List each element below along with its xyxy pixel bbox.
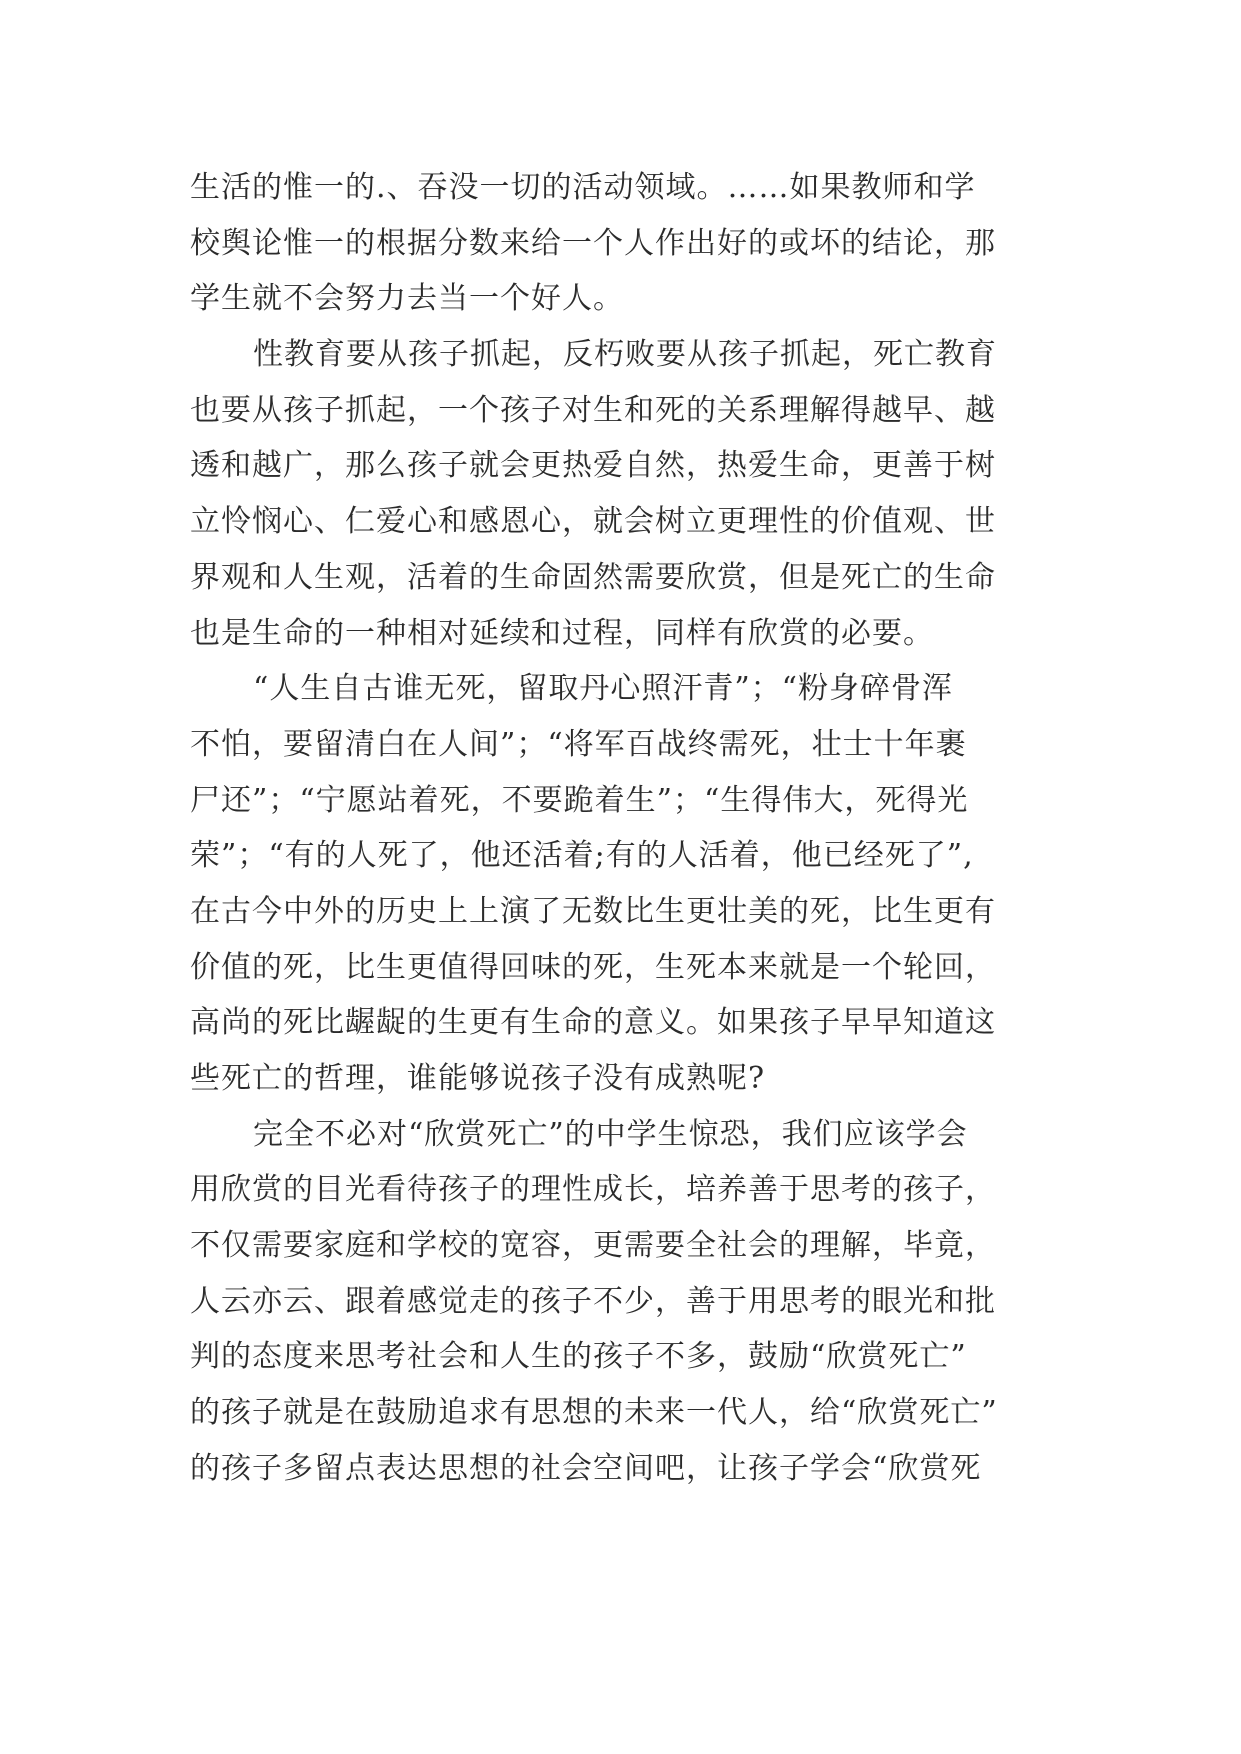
text-line: 校舆论惟一的根据分数来给一个人作出好的或坏的结论，那: [190, 225, 996, 261]
paragraph-first-line: 性教育要从孩子抓起，反朽败要从孩子抓起，死亡教育: [253, 337, 997, 373]
text-line: 高尚的死比龌龊的生更有生命的意义。如果孩子早早知道这: [190, 1005, 996, 1041]
text-line: 在古今中外的历史上上演了无数比生更壮美的死，比生更有: [190, 893, 996, 929]
text-line: 尸还”；“宁愿站着死，不要跪着生”；“生得伟大，死得光: [190, 782, 969, 818]
text-line: 用欣赏的目光看待孩子的理性成长，培养善于思考的孩子，: [190, 1172, 996, 1208]
paragraph-first-line: “人生自古谁无死，留取丹心照汗青”；“粉身碎骨浑: [253, 671, 954, 707]
text-line: 价值的死，比生更值得回味的死，生死本来就是一个轮回，: [190, 949, 996, 985]
text-line: 人云亦云、跟着感觉走的孩子不少，善于用思考的眼光和批: [190, 1283, 996, 1319]
text-line: 不仅需要家庭和学校的宽容，更需要全社会的理解，毕竟，: [190, 1228, 996, 1264]
text-line: 也是生命的一种相对延续和过程，同样有欣赏的必要。: [190, 615, 934, 651]
text-line: 学生就不会努力去当一个好人。: [190, 281, 624, 317]
text-line: 立怜悯心、仁爱心和感恩心，就会树立更理性的价值观、世: [190, 504, 996, 540]
text-line: 生活的惟一的.、吞没一切的活动领域。……如果教师和学: [190, 170, 976, 205]
paragraph-first-line: 完全不必对“欣赏死亡”的中学生惊恐，我们应该学会: [253, 1116, 968, 1152]
text-line: 的孩子就是在鼓励追求有思想的未来一代人，给“欣赏死亡”: [190, 1395, 998, 1431]
body-text: [190, 160, 1052, 1497]
text-line: 的孩子多留点表达思想的社会空间吧，让孩子学会“欣赏死: [190, 1450, 982, 1486]
text-line: 些死亡的哲理，谁能够说孩子没有成熟呢?: [190, 1061, 766, 1096]
text-line: 透和越广，那么孩子就会更热爱自然，热爱生命，更善于树: [190, 448, 996, 484]
text-line: 判的态度来思考社会和人生的孩子不多，鼓励“欣赏死亡”: [190, 1339, 967, 1375]
text-line: 也要从孩子抓起，一个孩子对生和死的关系理解得越早、越: [190, 392, 996, 428]
text-line: 荣”；“有的人死了，他还活着;有的人活着，他已经死了”,: [190, 838, 974, 874]
text-line: 界观和人生观，活着的生命固然需要欣赏，但是死亡的生命: [190, 559, 996, 595]
text-line: 不怕，要留清白在人间”；“将军百战终需死，壮士十年裹: [190, 726, 967, 762]
